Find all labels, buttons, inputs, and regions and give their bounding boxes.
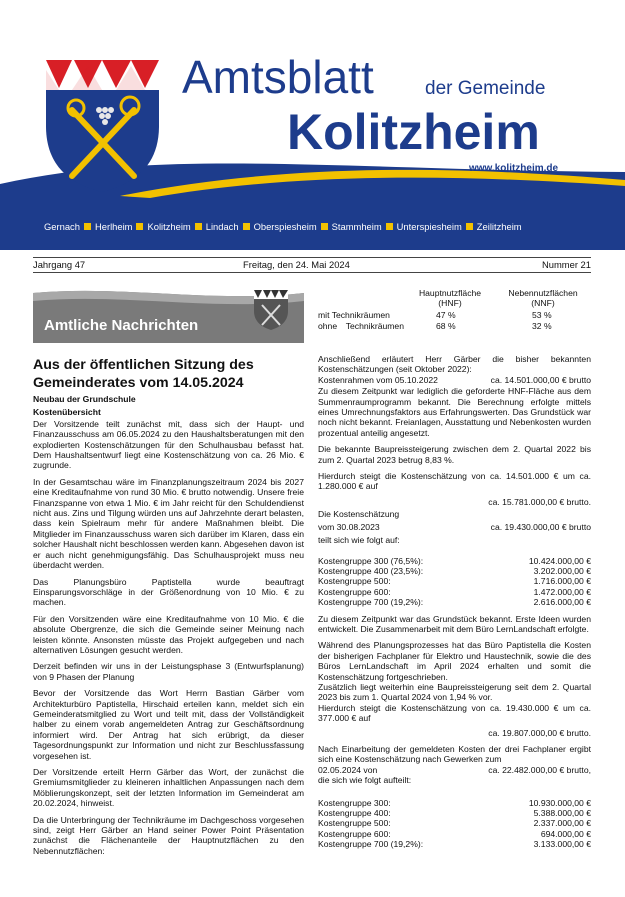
kg-value: 2.616.000,00 € xyxy=(533,597,591,608)
paragraph: Der Vorsitzende erteilt Herrn Gärber das Wort, der zunächst die Gremiumsmitglieder zu kleineren inhaltlichen Anpassungen nach dem Möblierungskonzept, seit der letzten Information im Gemeinderat am 20.02.2024, hinweist. xyxy=(33,767,304,809)
row-hnf: 68 % xyxy=(436,321,456,331)
row-nnf: 32 % xyxy=(532,321,552,331)
village-label: Zeilitzheim xyxy=(476,221,522,232)
paragraph: Die bekannte Baupreissteigerung zwischen dem 2. Quartal 2022 bis zum 2. Quartal 2023 betrug 8,83 %. xyxy=(318,444,591,465)
row-nnf: 53 % xyxy=(532,310,552,320)
kostengruppen-list xyxy=(318,798,591,850)
list-item xyxy=(318,587,591,597)
list-item xyxy=(318,597,591,607)
kg-label: Kostengruppe 400: xyxy=(318,808,391,819)
village-item xyxy=(84,221,133,232)
paragraph: Hierdurch steigt die Kostenschätzung von ca. 14.501.000 € um ca. 1.280.000 € auf xyxy=(318,471,591,492)
kostenrahmen-value: ca. 14.501.000,00 € brutto xyxy=(490,374,591,385)
village-label: Stammheim xyxy=(331,221,382,232)
teilt-label: teilt sich wie folgt auf: xyxy=(318,535,400,546)
list-item xyxy=(318,566,591,576)
paragraph: Der Vorsitzende teilt zunächst mit, dass sich der Haupt- und Finanzausschuss am 06.05.2024 zu den Haushaltsberatungen mit den explodierten Kostenschätzungen für den Schulhausbau befasst hat. Dem Haushaltsentwurf liegt eine Kostenschätzung von ca. 26 Mio. € zugrunde. xyxy=(33,418,304,471)
village-list xyxy=(44,221,604,232)
paragraph: Hierdurch steigt die Kostenschätzung von ca. 19.430.000 € um ca. 377.000 € auf xyxy=(318,702,591,724)
issue-number: Nummer 21 xyxy=(542,259,591,270)
village-label: Gernach xyxy=(44,221,80,232)
village-label: Oberspiesheim xyxy=(253,221,317,232)
bullet-square-icon xyxy=(386,223,393,230)
coat-of-arms-icon xyxy=(44,58,161,193)
website-link[interactable]: www.kolitzheim.de xyxy=(469,163,559,174)
date-label: 02.05.2024 von xyxy=(318,764,378,775)
row-label: mit Technikräumen xyxy=(318,310,390,320)
list-item xyxy=(318,818,591,828)
date-value: ca. 22.482.000,00 € brutto, xyxy=(488,764,591,775)
kg-value: 10.424.000,00 € xyxy=(528,555,591,566)
list-item xyxy=(318,829,591,839)
issue-jahrgang: Jahrgang 47 xyxy=(33,259,86,270)
date-row xyxy=(318,765,591,775)
paragraph: Nach Einarbeitung der gemeldeten Kosten der drei Fachplaner ergibt sich eine Kostenschätzung nach Gewerken zum xyxy=(318,744,591,765)
amount-value: ca. 15.781.000,00 € brutto. xyxy=(488,496,591,507)
paragraph: Für den Vorsitzenden wäre eine Kreditaufnahme von 10 Mio. € die absolute Obergrenze, die sich die Gemeinde seiner Meinung nach leisten könnte. Ansonsten müsste das Projekt aufgegeben und nach alternativen Lösungen gesucht werden. xyxy=(33,613,304,655)
small-coat-of-arms-icon xyxy=(253,289,289,331)
title-kolitzheim: Kolitzheim xyxy=(287,104,540,160)
amount-value: ca. 19.807.000,00 € brutto. xyxy=(488,727,591,738)
folgt-label: die sich wie folgt aufteilt: xyxy=(318,775,412,786)
kostenschaetzung-value: ca. 19.430.000,00 € brutto xyxy=(490,521,591,532)
kostenschaetzung-label: Die Kostenschätzung xyxy=(318,509,400,520)
village-item xyxy=(386,221,462,232)
village-label: Herlheim xyxy=(94,221,133,232)
paragraph: In der Gesamtschau wäre im Finanzplanungszeitraum 2024 bis 2027 eine Kreditaufnahme von rund 30 Mio. € brutto notwendig. Unsere freie Finanzspanne von etwa 1 Mio. € im Jahr reicht für den Schuldendienst nicht aus. Zins und Tilgung würden uns auf Jahrzehnte derart belasten, dass kein Spielraum mehr für andere Maßnahmen bleibt. Die Mitglieder im Finanzausschuss waren sich darüber im Klaren, dass ein solcher Haushalt nicht beschlossen werden kann. Abgesehen davon ist er auch nicht genehmigungsfähig. Das Schulhausprojekt muss neu überdacht werden. xyxy=(33,476,304,571)
bullet-square-icon xyxy=(466,223,473,230)
paragraph: Anschließend erläutert Herr Gärber die bisher bekannten Kostenschätzungen (seit Oktober 2022): xyxy=(318,354,591,375)
table-header-hnf: Hauptnutzfläche (HNF) xyxy=(418,288,482,309)
kostengruppen-list xyxy=(318,556,591,608)
kg-value: 1.716.000,00 € xyxy=(533,576,591,587)
village-label: Kolitzheim xyxy=(147,221,191,232)
paragraph: Zu diesem Zeitpunkt war das Grundstück bekannt. Erste Ideen wurden entwickelt. Die Zusammenarbeit mit dem Büro LernLandschaft erfolgte. xyxy=(318,613,591,634)
kostenschaetzung-row xyxy=(318,522,591,532)
table-header-nnf: Nebennutzflächen (NNF) xyxy=(508,288,578,309)
kostenrahmen-row xyxy=(318,375,591,385)
title-amtsblatt: Amtsblatt xyxy=(182,51,374,103)
bullet-square-icon xyxy=(243,223,250,230)
kg-label: Kostengruppe 500: xyxy=(318,576,391,587)
list-item xyxy=(318,798,591,808)
kg-value: 694.000,00 € xyxy=(540,828,591,839)
bullet-square-icon xyxy=(321,223,328,230)
paragraph: Das Planungsbüro Paptistella wurde beauftragt Einsparungsvorschläge in der Größenordnung von 10 Mio. € zu machen. xyxy=(33,576,304,608)
kostenschaetzung-date: vom 30.08.2023 xyxy=(318,521,380,532)
kg-value: 3.202.000,00 € xyxy=(533,565,591,576)
village-item xyxy=(195,221,239,232)
article-subheading: Neubau der Grundschule xyxy=(33,394,136,404)
village-item xyxy=(321,221,382,232)
list-item xyxy=(318,808,591,818)
issue-bar xyxy=(33,257,591,273)
paragraph: Zu diesem Zeitpunkt war lediglich die geforderte HNF-Fläche aus dem Summenraumprogramm bekannt. Die Berechnung erfolgte mittels eines Umrechnungsfaktors aus Erfahrungswerten. Das Grundstück war noch nicht bekannt. Freianlagen, Ausstattung und Nebenkosten wurden prozentual anteilig angesetzt. xyxy=(318,386,591,438)
kg-value: 3.133.000,00 € xyxy=(533,839,591,850)
article-headline: Aus der öffentlichen Sitzung des Gemeinderates vom 14.05.2024 xyxy=(33,357,254,391)
list-item xyxy=(318,839,591,849)
kg-label: Kostengruppe 300: xyxy=(318,797,391,808)
issue-date: Freitag, den 24. Mai 2024 xyxy=(243,259,350,270)
paragraph: Da die Unterbringung der Technikräume im Dachgeschoss vorgesehen sind, zeigt Herr Gärber an Hand seiner Power Point Präsentation zunächst die Flächenanteile der Hauptnutzflächen zu den Nebennutzflächen: xyxy=(33,814,304,856)
section-banner-title: Amtliche Nachrichten xyxy=(44,317,199,334)
kg-label: Kostengruppe 600: xyxy=(318,828,391,839)
kg-label: Kostengruppe 400 (23,5%): xyxy=(318,565,424,576)
kg-label: Kostengruppe 700 (19,2%): xyxy=(318,839,424,850)
paragraph: Bevor der Vorsitzende das Wort Herrn Bastian Gärber vom Architekturbüro Paptistella, Hirschaid erteilen kann, meldet sich ein Gemeinderatsmitglied zu Wort und teilt mit, dass der Vollständigkeit halber zu einem vorab angemeldeten Antrag zur Geschäftsordnung informiert wird. Der Antrag hat sich erübrigt, da dieser Tagesordnungspunkt zur Information und nicht zur Beschlussfassung vorgesehen ist. xyxy=(33,688,304,761)
village-item xyxy=(243,221,317,232)
article-left-column xyxy=(33,357,304,862)
kg-value: 1.472.000,00 € xyxy=(533,586,591,597)
village-label: Lindach xyxy=(205,221,239,232)
village-label: Unterspiesheim xyxy=(396,221,462,232)
title-der-gemeinde: der Gemeinde xyxy=(425,78,546,99)
row-label: ohne Technikräumen xyxy=(318,321,404,331)
paragraph: Zusätzlich liegt weiterhin eine Baupreissteigerung seit dem 2. Quartal 2023 bis zum 1. Quartal 2024 von 1,94 % vor. xyxy=(318,681,591,703)
village-item xyxy=(136,221,190,232)
village-item xyxy=(466,221,522,232)
kg-value: 5.388.000,00 € xyxy=(533,808,591,819)
row-hnf: 47 % xyxy=(436,310,456,320)
kostenrahmen-label: Kostenrahmen vom 05.10.2022 xyxy=(318,374,438,385)
kg-label: Kostengruppe 600: xyxy=(318,586,391,597)
village-item xyxy=(44,221,80,232)
kg-value: 10.930.000,00 € xyxy=(528,797,591,808)
list-item xyxy=(318,556,591,566)
list-item xyxy=(318,576,591,586)
kg-value: 2.337.000,00 € xyxy=(533,818,591,829)
article-subheading: Kostenübersicht xyxy=(33,407,101,418)
paragraph: Während des Planungsprozesses hat das Büro Paptistella die Kosten der bisherigen Fachplaner für Elektro und Haustechnik, sowie die des Büros LernLandschaft im April 2024 erhalten und somit die Kostenschätzung fortgeschrieben. xyxy=(318,640,591,682)
bullet-square-icon xyxy=(195,223,202,230)
article-right-column xyxy=(318,354,591,850)
kg-label: Kostengruppe 300 (76,5%): xyxy=(318,555,424,566)
bullet-square-icon xyxy=(136,223,143,230)
bullet-square-icon xyxy=(84,223,91,230)
paragraph: Derzeit befinden wir uns in der Leistungsphase 3 (Entwurfsplanung) von 9 Phasen der Planung xyxy=(33,661,304,682)
kg-label: Kostengruppe 700 (19,2%): xyxy=(318,597,424,608)
kg-label: Kostengruppe 500: xyxy=(318,818,391,829)
